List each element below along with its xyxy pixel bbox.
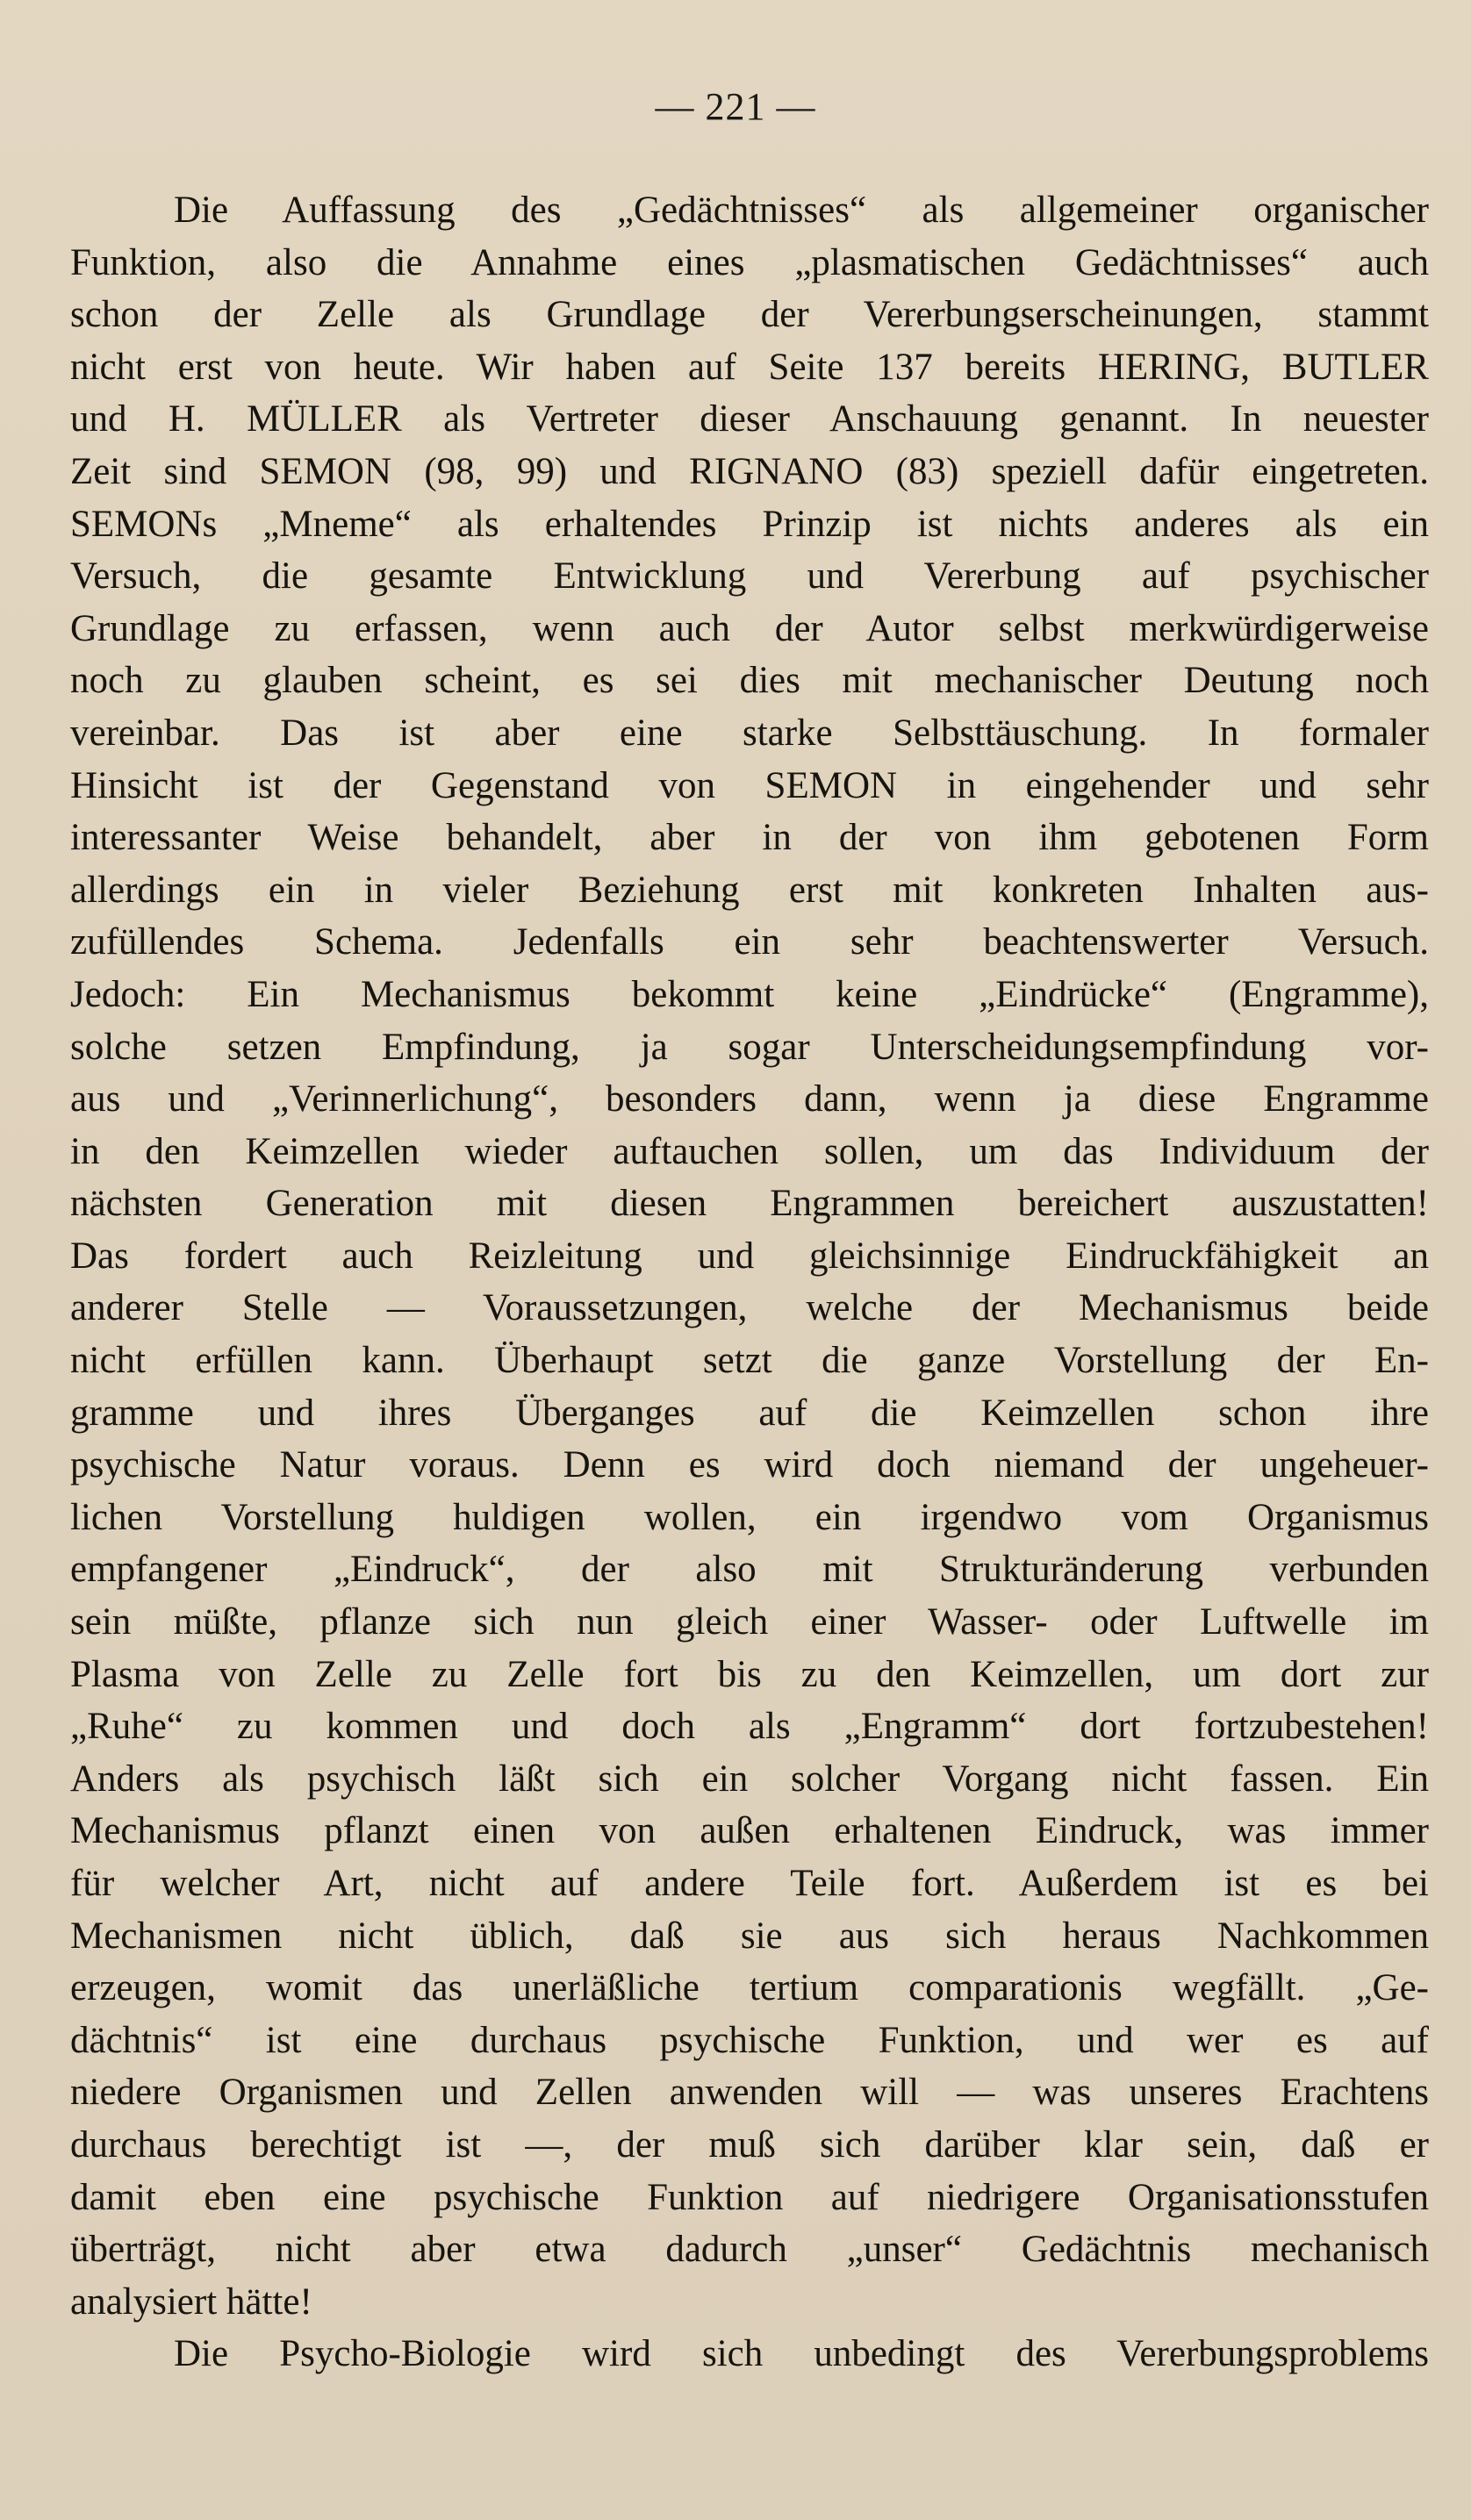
text-line: noch zu glauben scheint, es sei dies mit mechanischer Deutung noch <box>70 660 1429 702</box>
text-line: anderer Stelle — Voraussetzungen, welche der Mechanismus beide <box>70 1287 1429 1329</box>
text-line: analysiert hätte! <box>70 2280 312 2323</box>
text-line: durchaus berechtigt ist —, der muß sich darüber klar sein, daß er <box>70 2123 1429 2166</box>
text-line: damit eben eine psychische Funktion auf niedrigere Organisationsstufen <box>70 2176 1429 2218</box>
text-line: Plasma von Zelle zu Zelle fort bis zu den Keimzellen, um dort zur <box>70 1653 1429 1695</box>
text-line: Hinsicht ist der Gegenstand von SEMON in eingehender und sehr <box>70 764 1429 806</box>
text-line: erzeugen, womit das unerläßliche tertium comparationis wegfällt. „Ge- <box>70 1967 1429 2009</box>
text-line: zufüllendes Schema. Jedenfalls ein sehr beachtenswerter Versuch. <box>70 921 1429 963</box>
text-line: gramme und ihres Überganges auf die Keimzellen schon ihre <box>70 1392 1429 1434</box>
text-line: Jedoch: Ein Mechanismus bekommt keine „Eindrücke“ (Engramme), <box>70 973 1429 1015</box>
text-line: lichen Vorstellung huldigen wollen, ein irgendwo vom Organismus <box>70 1496 1429 1538</box>
text-line: Die Psycho-Biologie wird sich unbedingt des Vererbungsproblems <box>174 2333 1429 2375</box>
text-line: Mechanismus pflanzt einen von außen erhaltenen Eindruck, was immer <box>70 1810 1429 1852</box>
text-line: nicht erfüllen kann. Überhaupt setzt die ganze Vorstellung der En- <box>70 1340 1429 1382</box>
text-line: in den Keimzellen wieder auftauchen sollen, um das Individuum der <box>70 1130 1429 1172</box>
text-line: dächtnis“ ist eine durchaus psychische Funktion, und wer es auf <box>70 2019 1429 2061</box>
text-line: aus und „Verinnerlichung“, besonders dann, wenn ja diese Engramme <box>70 1078 1429 1120</box>
text-line: vereinbar. Das ist aber eine starke Selbsttäuschung. In formaler <box>70 712 1429 754</box>
body-text <box>70 184 1429 2380</box>
text-line: Anders als psychisch läßt sich ein solcher Vorgang nicht fassen. Ein <box>70 1758 1429 1800</box>
text-line: empfangener „Eindruck“, der also mit Strukturänderung verbunden <box>70 1549 1429 1591</box>
text-line: Zeit sind SEMON (98, 99) und RIGNANO (83) speziell dafür eingetreten. <box>70 450 1429 492</box>
text-line: Funktion, also die Annahme eines „plasmatischen Gedächtnisses“ auch <box>70 241 1429 283</box>
text-line: überträgt, nicht aber etwa dadurch „unser“ Gedächtnis mechanisch <box>70 2229 1429 2271</box>
text-line: Versuch, die gesamte Entwicklung und Vererbung auf psychischer <box>70 555 1429 598</box>
text-line: nächsten Generation mit diesen Engrammen bereichert auszustatten! <box>70 1183 1429 1225</box>
text-line: sein müßte, pflanze sich nun gleich einer Wasser- oder Luftwelle im <box>70 1601 1429 1643</box>
text-line: Die Auffassung des „Gedächtnisses“ als allgemeiner organischer <box>174 190 1429 231</box>
text-line: SEMONs „Mneme“ als erhaltendes Prinzip ist nichts anderes als ein <box>70 503 1429 545</box>
text-line: Das fordert auch Reizleitung und gleichsinnige Eindruckfähigkeit an <box>70 1235 1429 1277</box>
text-line: schon der Zelle als Grundlage der Vererbungserscheinungen, stammt <box>70 294 1429 336</box>
text-line: Mechanismen nicht üblich, daß sie aus sich heraus Nachkommen <box>70 1915 1429 1957</box>
text-line: nicht erst von heute. Wir haben auf Seite 137 bereits HERING, BUTLER <box>70 346 1429 388</box>
text-line: niedere Organismen und Zellen anwenden will — was unseres Erachtens <box>70 2072 1429 2114</box>
text-line: für welcher Art, nicht auf andere Teile fort. Außerdem ist es bei <box>70 1863 1429 1904</box>
text-line: „Ruhe“ zu kommen und doch als „Engramm“ dort fortzubestehen! <box>70 1706 1429 1748</box>
text-line: Grundlage zu erfassen, wenn auch der Autor selbst merkwürdigerweise <box>70 607 1429 649</box>
text-line: allerdings ein in vieler Beziehung erst mit konkreten Inhalten aus- <box>70 869 1429 911</box>
text-line: psychische Natur voraus. Denn es wird doch niemand der ungeheuer- <box>70 1444 1429 1486</box>
text-line: und H. MÜLLER als Vertreter dieser Anschauung genannt. In neuester <box>70 398 1429 440</box>
page-number: — 221 — <box>655 85 816 128</box>
text-line: solche setzen Empfindung, ja sogar Unterscheidungsempfindung vor- <box>70 1026 1429 1068</box>
text-line: interessanter Weise behandelt, aber in der von ihm gebotenen Form <box>70 817 1429 859</box>
